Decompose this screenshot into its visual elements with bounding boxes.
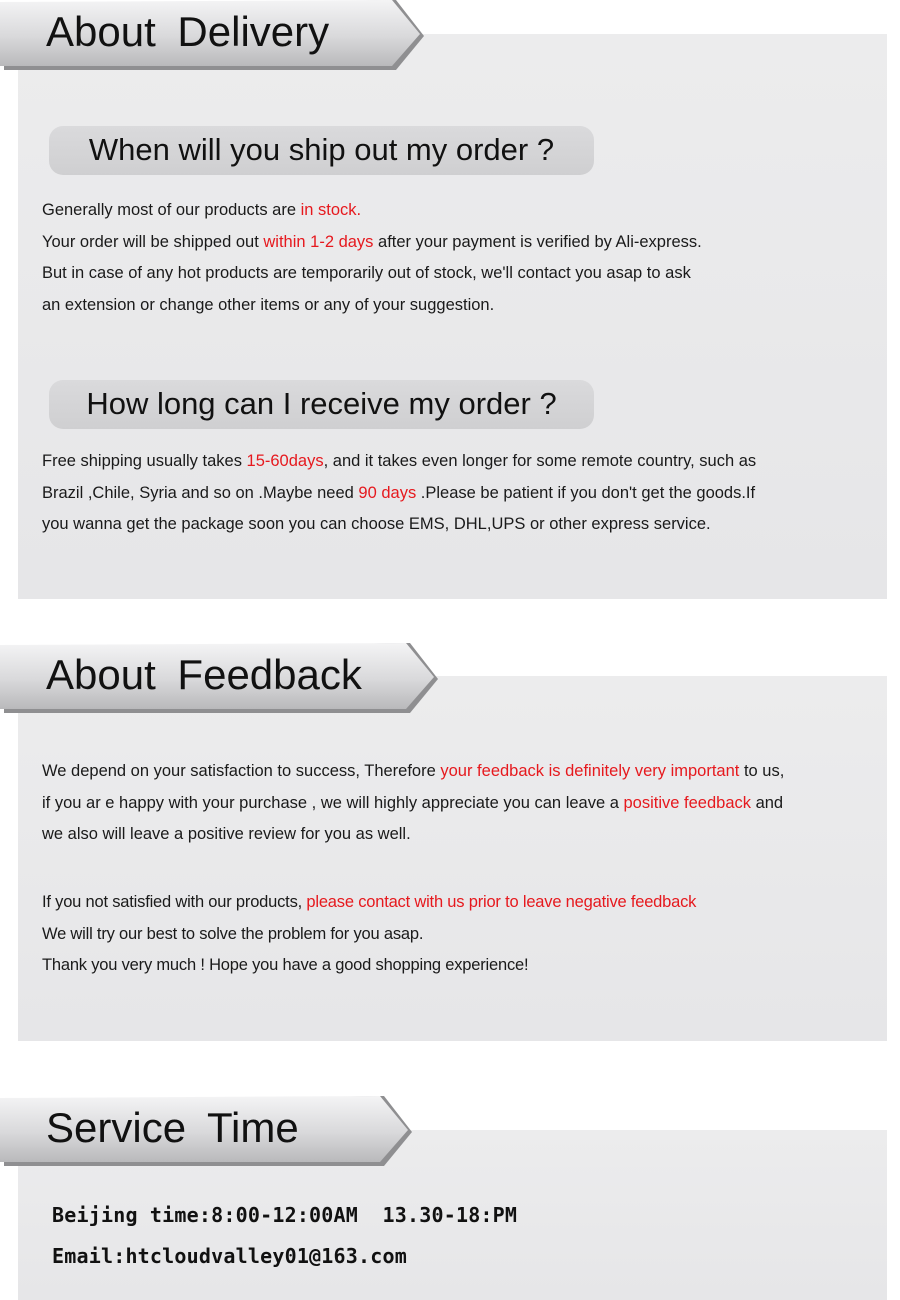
question-pill-receive <box>49 380 594 429</box>
body-text: Your order will be shipped out <box>42 232 264 251</box>
service-email[interactable]: Email:htcloudvalley01@163.com <box>52 1244 407 1268</box>
text-line <box>42 887 696 919</box>
service-hours: Beijing time:8:00-12:00AM 13.30-18:PM <box>52 1203 518 1227</box>
ship-answer <box>42 195 702 321</box>
service-banner <box>0 1096 420 1168</box>
text-line <box>42 756 784 788</box>
text-line <box>42 258 702 290</box>
delivery-title: About Delivery <box>46 8 330 55</box>
body-text: you wanna get the package soon you can choose EMS, DHL,UPS or other express service. <box>42 515 711 533</box>
body-text: Free shipping usually takes <box>42 452 247 470</box>
body-text: , and it takes even longer for some remote country, such as <box>323 452 757 470</box>
text-line <box>42 446 756 478</box>
text-line <box>42 290 702 322</box>
highlight-text: 90 days <box>358 483 417 502</box>
body-text: We depend on your satisfaction to success, Therefore <box>42 762 441 780</box>
feedback-paragraph-2 <box>42 887 696 982</box>
question-ship: When will you ship out my order ? <box>88 132 555 167</box>
highlight-text: within 1-2 days <box>263 232 374 251</box>
delivery-banner <box>0 0 430 72</box>
text-line <box>42 788 784 820</box>
text-line <box>42 195 702 227</box>
highlight-text: 15-60days <box>246 452 324 470</box>
body-text: after your payment is verified by Ali-express. <box>373 232 702 251</box>
body-text: an extension or change other items or any of your suggestion. <box>42 295 495 314</box>
receive-answer <box>42 446 756 541</box>
feedback-title: About Feedback <box>46 651 362 698</box>
body-text: we also will leave a positive review for you as well. <box>42 825 411 843</box>
question-pill-ship <box>49 126 594 175</box>
body-text: Brazil ,Chile, Syria and so on .Maybe need <box>42 483 359 502</box>
text-line <box>42 509 756 541</box>
body-text: Thank you very much ! Hope you have a good shopping experience! <box>42 956 529 974</box>
service-title: Service Time <box>46 1104 299 1151</box>
highlight-text: in stock. <box>300 201 362 219</box>
question-receive: How long can I receive my order ? <box>86 386 557 421</box>
highlight-text: your feedback is definitely very important <box>440 762 740 780</box>
body-text: to us, <box>739 762 785 780</box>
text-line <box>42 950 696 982</box>
feedback-panel <box>18 676 887 1041</box>
body-text: Generally most of our products are <box>42 201 301 219</box>
text-line <box>42 819 784 851</box>
feedback-paragraph-1 <box>42 756 784 851</box>
highlight-text: please contact with us prior to leave negative feedback <box>306 893 697 911</box>
body-text: .Please be patient if you don't get the goods.If <box>416 483 756 502</box>
text-line <box>42 919 696 951</box>
body-text: if you ar e happy with your purchase , we will highly appreciate you can leave a <box>42 793 624 812</box>
body-text: But in case of any hot products are temporarily out of stock, we'll contact you asap to ask <box>42 264 691 282</box>
text-line <box>42 478 756 510</box>
body-text: and <box>751 793 784 812</box>
feedback-banner <box>0 643 445 715</box>
body-text: We will try our best to solve the problem for you asap. <box>42 924 424 943</box>
highlight-text: positive feedback <box>623 793 751 812</box>
body-text: If you not satisfied with our products, <box>42 893 307 911</box>
text-line <box>42 227 702 259</box>
